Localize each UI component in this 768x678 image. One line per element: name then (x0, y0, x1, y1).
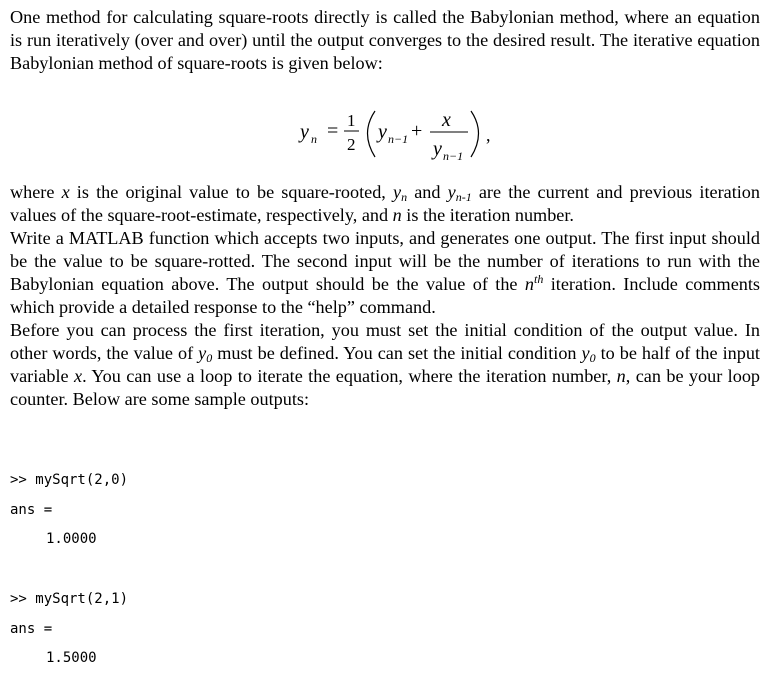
intro-paragraph: One method for calculating square-roots directly is called the Babylonian method, where an equation is run iteratively (over and over) until the output converges to the desired result. The iterative equation Babylonian method of square-roots is given below: (10, 7, 760, 73)
var-n: n (392, 205, 402, 225)
sample-command: >> mySqrt(2,0) (10, 472, 129, 488)
sample-value: 1.0000 (46, 531, 97, 547)
initial-condition-paragraph: Before you can process the first iteration, you must set the initial condition of the output value. In other words, the value of $y_0$ must be defined. You can set the initial condition $y_0$ to be half of the input variable x. You can use a loop to iterate the equation, where the iteration number, n, can be your loop counter. Below are some sample outputs: (10, 320, 761, 409)
equation-svg (10, 75, 760, 181)
definitions-paragraph: where x is the original value to be square-rooted, $y_n$ and $y_{n-1}$ are the current and previous iteration values of the square-root-estimate, respectively, and n is the iteration number. (10, 182, 760, 225)
babylonian-equation (10, 75, 760, 181)
eq-right-paren (471, 111, 479, 157)
eq-half-numerator: 1 (347, 111, 356, 130)
document-page (10, 6, 760, 411)
eq-plus: + (411, 120, 423, 142)
eq-lhs-y: y (300, 121, 309, 143)
eq-equals: = (327, 120, 339, 142)
instructions-paragraph: Write a MATLAB function which accepts two inputs, and generates one output. The first input should be the value to be square-rotted. The second input will be the number of iterations to run with the Babylonian equation above. The output should be the value of the $n^{th}$ iteration. Include comments which provide a detailed response to the “help” command. (10, 228, 760, 317)
eq-frac-numerator: x (442, 109, 451, 131)
var-y0: $y_0$ (581, 343, 596, 365)
sample-command: >> mySqrt(2,1) (10, 591, 129, 607)
var-x: x (61, 182, 70, 202)
eq-lhs-sub: n (311, 132, 317, 146)
eq-frac-den-y: y (433, 138, 442, 160)
sample-value: 1.5000 (46, 650, 97, 666)
eq-term-y: y (378, 121, 387, 143)
eq-frac-den-sub: n−1 (443, 149, 464, 163)
var-n: n (616, 366, 626, 386)
eq-comma: , (486, 125, 491, 145)
var-y0: $y_0$ (198, 343, 213, 365)
var-yn: $y_n$ (392, 182, 408, 204)
sample-ans-label: ans = (10, 502, 53, 518)
var-yn-1: $y_{n-1}$ (447, 182, 472, 204)
var-x: x (73, 366, 83, 386)
var-n-th: $n^{th}$ (524, 272, 544, 294)
eq-half-denominator: 2 (347, 135, 356, 154)
eq-term-sub: n−1 (388, 132, 409, 146)
sample-ans-label: ans = (10, 621, 53, 637)
eq-left-paren (368, 111, 376, 157)
